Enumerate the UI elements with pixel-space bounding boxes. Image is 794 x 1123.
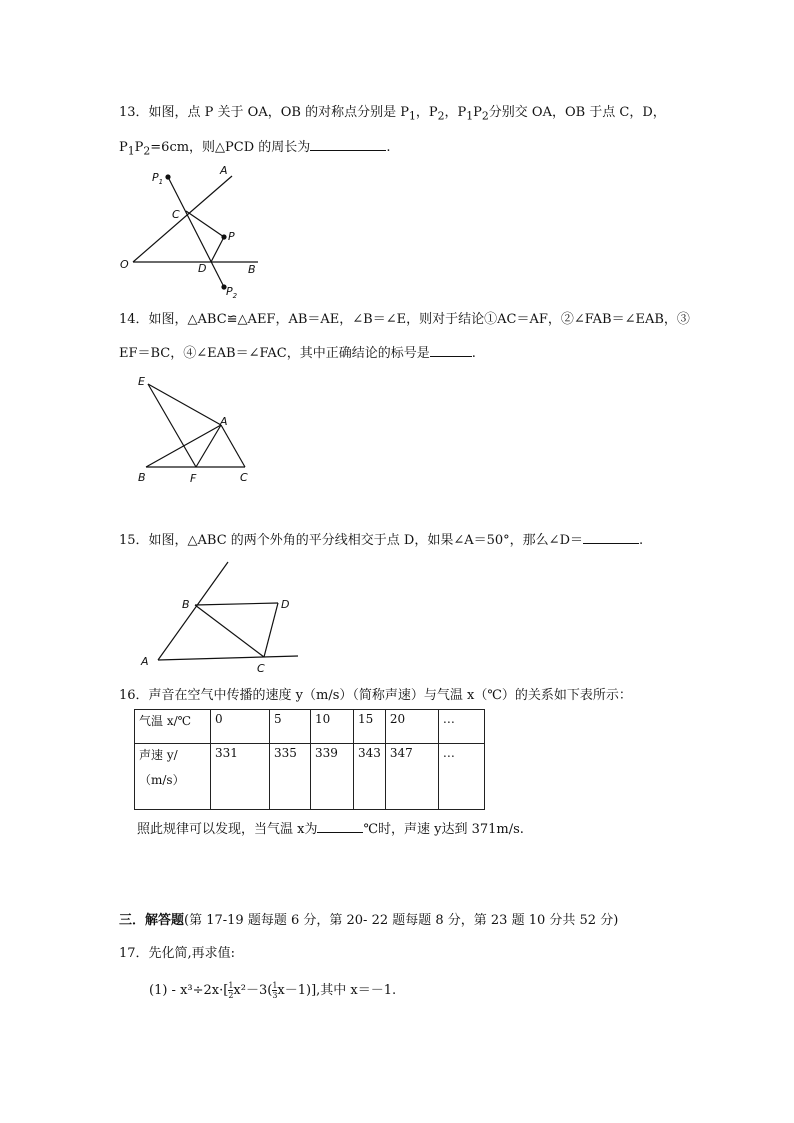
label-P13: P: [228, 230, 235, 243]
label-D15: D: [281, 598, 290, 611]
table-cell: 20: [385, 710, 438, 744]
table-cell: 10: [311, 710, 354, 744]
segment-P1P2: [168, 177, 224, 287]
label-F14: F: [190, 472, 197, 485]
label-E14: E: [138, 375, 145, 388]
q14-line1: 14．如图，△ABC≌△AEF，AB＝AE，∠B＝∠E，则对于结论①AC＝AF，②∠FAB＝∠EAB，③: [119, 312, 690, 327]
point-P: [222, 235, 226, 239]
table-row: [135, 710, 485, 744]
row-header-speed: 声速 y/: [139, 748, 178, 762]
q17-title: 17．先化简,再求值:: [119, 946, 236, 961]
segment-BC: [195, 605, 264, 657]
label-A14: A: [220, 415, 228, 428]
answer-blank-14[interactable]: [430, 343, 472, 357]
label-C14: C: [240, 471, 248, 484]
label-D13: D: [198, 262, 207, 275]
label-B13: B: [248, 263, 256, 276]
fraction-half: $\frac{1}{2}$: [228, 981, 234, 1000]
label-O13: O: [120, 258, 129, 271]
segment-BD: [195, 603, 278, 605]
answer-blank-15[interactable]: [583, 530, 639, 544]
segment-EA: [148, 384, 221, 425]
label-C15: C: [257, 662, 265, 675]
figure-13-labels: [120, 164, 256, 300]
table-cell: 343: [354, 744, 386, 810]
q15-line1: 15．如图，△ABC 的两个外角的平分线相交于点 D，如果∠A＝50°，那么∠D＝ .: [119, 530, 643, 550]
table-cell: …: [438, 744, 484, 810]
fraction-third: $\frac{1}{3}$: [272, 981, 278, 1000]
ray-AC: [158, 656, 298, 660]
label-C13: C: [172, 208, 180, 221]
q13-line2: $P_1P_2=6cm$，则△PCD 的周长为 .: [119, 137, 390, 161]
label-A15: A: [141, 655, 149, 668]
q16-line2: 照此规律可以发现，当气温 x为 ℃时，声速 y达到 371m/s.: [137, 819, 524, 839]
segment-DC: [264, 603, 278, 657]
label-A13: A: [220, 164, 228, 177]
segment-BA: [146, 425, 221, 467]
table-cell: 5: [270, 710, 311, 744]
figure-15-labels: [140, 598, 289, 675]
figure-15: [158, 562, 298, 660]
table-header-cell: [135, 744, 211, 810]
section3-heading: 三．解答题(第 17-19 题每题 6 分，第 20- 22 题每题 8 分，第 23 题 10 分共 52 分): [119, 913, 619, 928]
temperature-speed-table: [134, 709, 485, 810]
q13-line1: 13．如图，点 P 关于 OA，OB 的对称点分别是 $P_1$，$P_2$，$P_1P_2$分别交 OA，OB 于点 C，D，: [119, 105, 666, 123]
answer-blank-16[interactable]: [317, 819, 363, 833]
label-P2: $P_2$: [226, 285, 238, 300]
label-B15: B: [182, 598, 190, 611]
row-header-unit: （m/s）: [139, 773, 185, 787]
table-cell: 347: [385, 744, 438, 810]
label-P1: $P_1$: [152, 171, 164, 186]
table-cell: 15: [354, 710, 386, 744]
table-cell: 335: [270, 744, 311, 810]
q16-line1: 16．声音在空气中传播的速度 y（m/s）（简称声速）与气温 x（℃）的关系如下表所示：: [119, 688, 632, 703]
segment-AC: [221, 425, 245, 467]
figure-13: [133, 175, 258, 289]
table-cell: …: [438, 710, 484, 744]
point-P1: [166, 175, 170, 179]
table-header-cell: 气温 x/℃: [135, 710, 211, 744]
segment-PD: [211, 237, 224, 262]
q17-part1: (1) - x³÷2x·[ $\frac{1}{2}$ x²－3( $\frac{1}{3}$ x－1)],其中 x＝－1.: [149, 981, 397, 1000]
segment-EF: [148, 384, 196, 467]
figure-14-labels: [138, 375, 248, 485]
table-row: [135, 744, 485, 810]
figure-14: [146, 384, 245, 467]
table-cell: 0: [211, 710, 270, 744]
q14-line2: EF＝BC，④∠EAB＝∠FAC，其中正确结论的标号是 .: [119, 343, 476, 363]
segment-FA: [196, 425, 221, 467]
table-cell: 339: [311, 744, 354, 810]
table-cell: 331: [211, 744, 270, 810]
label-B14: B: [138, 471, 146, 484]
ray-AB: [158, 562, 228, 660]
